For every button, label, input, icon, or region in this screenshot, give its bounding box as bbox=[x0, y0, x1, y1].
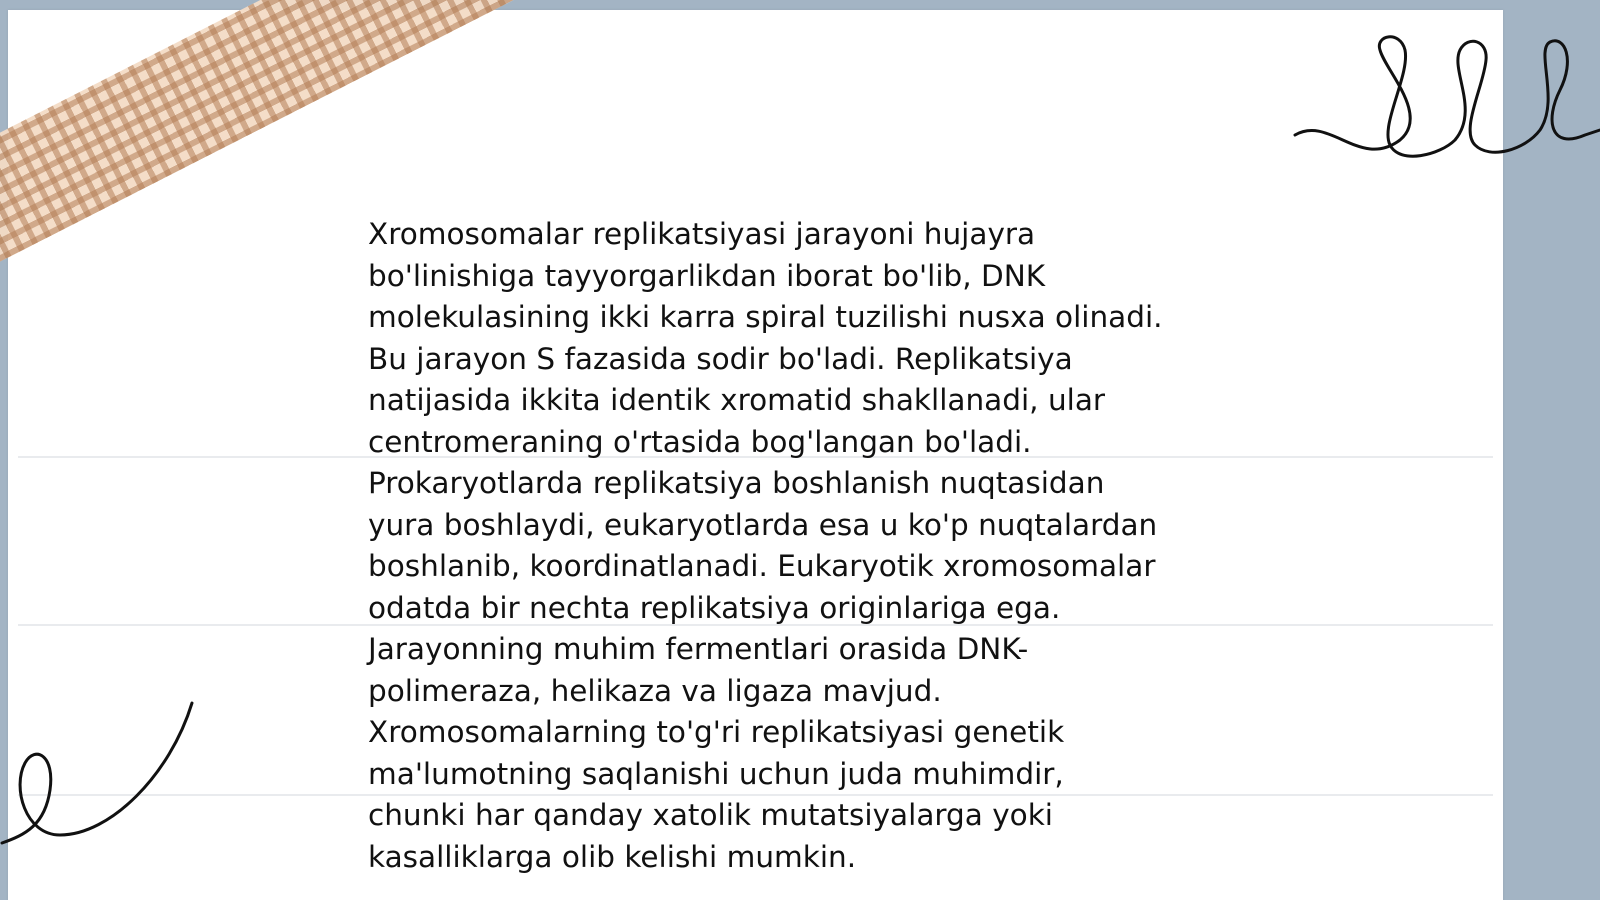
text-line: bo'linishiga tayyorgarlikdan iborat bo'lib, DNK bbox=[368, 258, 1046, 293]
text-line: yura boshlaydi, eukaryotlarda esa u ko'p nuqtalardan bbox=[368, 507, 1158, 542]
text-line: odatda bir nechta replikatsiya originlariga ega. bbox=[368, 590, 1061, 625]
text-line: ma'lumotning saqlanishi uchun juda muhimdir, bbox=[368, 756, 1064, 791]
loop-doodle-top-right bbox=[1290, 30, 1600, 170]
text-line: polimeraza, helikaza va ligaza mavjud. bbox=[368, 673, 942, 708]
text-line: Bu jarayon S fazasida sodir bo'ladi. Replikatsiya bbox=[368, 341, 1073, 376]
text-line: kasalliklarga olib kelishi mumkin. bbox=[368, 839, 857, 874]
text-line: chunki har qanday xatolik mutatsiyalarga yoki bbox=[368, 798, 1053, 832]
text-line: Prokaryotlarda replikatsiya boshlanish nuqtasidan bbox=[368, 466, 1105, 500]
loop-doodle-bottom-left bbox=[0, 695, 200, 855]
paper-sheet bbox=[8, 10, 1503, 900]
text-line: Jarayonning muhim fermentlari orasida DNK- bbox=[368, 632, 1029, 666]
text-line: centromeraning o'rtasida bog'langan bo'ladi. bbox=[368, 424, 1032, 459]
text-line: boshlanib, koordinatlanadi. Eukaryotik xromosomalar bbox=[368, 549, 1156, 583]
body-paragraph bbox=[368, 214, 1268, 878]
text-line: molekulasining ikki karra spiral tuzilishi nusxa olinadi. bbox=[368, 300, 1163, 334]
text-line: natijasida ikkita identik xromatid shakllanadi, ular bbox=[368, 383, 1106, 417]
text-line: Xromosomalarning to'g'ri replikatsiyasi genetik bbox=[368, 715, 1065, 749]
text-line: Xromosomalar replikatsiyasi jarayoni hujayra bbox=[368, 217, 1036, 251]
